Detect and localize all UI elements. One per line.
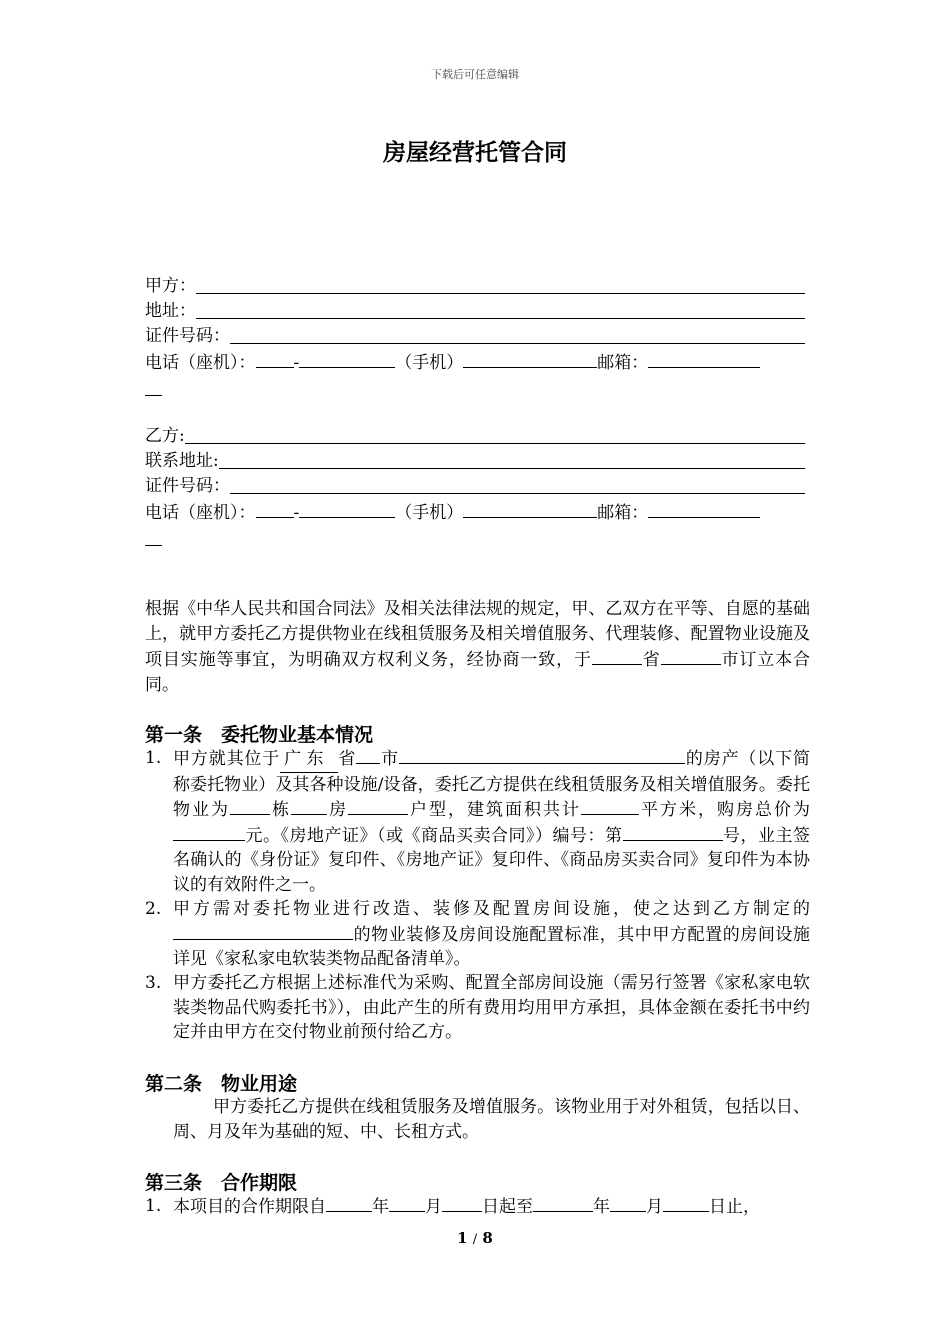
page-header: 下载后可任意编辑 — [431, 68, 519, 81]
item3-text: 甲方委托乙方根据上述标准代为采购、配置全部房间设施（需另行签署《家私家电软装类物品代购委托书》），由此产生的所有费用均用甲方承担，具体金额在委托书中约定并由甲方在交付物业前预付给乙方。 — [173, 973, 810, 1042]
city-blank — [661, 647, 721, 665]
intro-paragraph — [145, 597, 810, 698]
item2-text-a: 甲方需对委托物业进行改造、装修及配置房间设施，使之达到乙方制定的 — [173, 899, 810, 919]
party-a-phone-line — [145, 350, 805, 373]
email-blank-tail — [145, 528, 162, 546]
page-number — [0, 1229, 950, 1247]
cert-number-blank — [623, 823, 723, 841]
layout-blank — [348, 797, 408, 815]
party-b-id-field — [145, 474, 805, 496]
article-3-item-1 — [145, 1194, 810, 1220]
page-separator: / — [472, 1232, 478, 1247]
party-b-email-label: 邮箱： — [597, 503, 649, 523]
day-from-label: 日起至 — [482, 1197, 533, 1217]
current-page: 1 — [457, 1229, 468, 1247]
room-blank — [291, 797, 327, 815]
party-a-name-label: 甲方： — [145, 276, 196, 296]
phone-dash: - — [293, 503, 300, 523]
address-blank — [399, 746, 685, 764]
start-year-blank — [326, 1194, 372, 1212]
article-1-item-2 — [145, 897, 810, 972]
province-blank — [592, 647, 642, 665]
item-number: 1. — [145, 748, 162, 768]
phone-blank — [299, 500, 395, 518]
email-blank-tail — [145, 378, 162, 396]
item1-text-i: 元。《房地产证》（或《商品买卖合同》）编号：第 — [245, 825, 623, 846]
party-b-email-wrap — [145, 528, 162, 551]
day-to-label: 日止， — [709, 1197, 760, 1217]
item2-text-b: 的物业装修及房间设施配置标准，其中甲方配置的房间设施详见《家私家电软装类物品配备清单》。 — [173, 924, 810, 969]
item1-text-g: 户型，建筑面积共计 — [408, 800, 581, 820]
party-b-name-blank — [185, 424, 805, 444]
email-blank — [648, 500, 760, 518]
price-blank — [173, 823, 245, 841]
month-label: 月 — [425, 1197, 442, 1217]
city-blank — [356, 746, 380, 764]
intro-text: 根据《中华人民共和国合同法》及相关法律法规的规定，甲、乙双方在平等、自愿的基础上，就甲方委托乙方提供物业在线租赁服务及相关增值服务、代理装修、配置物业设施及项目实施等事宜，为明确双方权利义务，经协商一致，于 — [145, 599, 810, 670]
party-b-address-label: 联系地址: — [145, 451, 219, 471]
mobile-blank — [463, 500, 597, 518]
end-month-blank — [610, 1194, 646, 1212]
mobile-blank — [463, 350, 597, 368]
party-b-phone-line — [145, 500, 805, 523]
party-a-phone-label: 电话（座机）： — [145, 353, 256, 373]
party-a-id-blank — [230, 324, 805, 344]
item1-text-f: 房 — [327, 800, 348, 820]
item-number: 2. — [145, 899, 162, 919]
party-a-name-field — [145, 274, 805, 296]
area-code-blank — [256, 500, 294, 518]
party-a-email-wrap — [145, 378, 162, 401]
party-b-address-field — [145, 449, 805, 471]
party-b-address-blank — [219, 449, 805, 469]
party-a-address-label: 地址： — [145, 301, 196, 321]
phone-dash: - — [293, 353, 300, 373]
year-label: 年 — [593, 1197, 610, 1217]
term-text: 本项目的合作期限自 — [173, 1197, 326, 1217]
item1-text-c: 市 — [380, 749, 399, 769]
intro-city-end: 市订立本合同。 — [145, 650, 810, 695]
building-blank — [230, 797, 270, 815]
article-3-heading: 第三条 合作期限 — [145, 1172, 298, 1194]
party-b-id-blank — [230, 474, 805, 494]
party-b-phone-label: 电话（座机）： — [145, 503, 256, 523]
start-day-blank — [442, 1194, 482, 1212]
email-blank — [648, 350, 760, 368]
party-a-id-label: 证件号码： — [145, 326, 230, 346]
article-1-item-3 — [145, 971, 810, 1045]
total-pages: 8 — [482, 1229, 493, 1247]
year-label: 年 — [372, 1197, 389, 1217]
area-code-blank — [256, 350, 294, 368]
party-a-address-field — [145, 299, 805, 321]
party-a-mobile-label: （手机） — [395, 353, 464, 373]
province-value: 广 东 — [280, 747, 337, 773]
article-1-heading: 第一条 委托物业基本情况 — [145, 724, 374, 746]
article-2-heading: 第二条 物业用途 — [145, 1073, 298, 1095]
item1-text-b: 省 — [337, 749, 357, 769]
start-month-blank — [389, 1194, 425, 1212]
item-number: 1. — [145, 1196, 162, 1216]
end-day-blank — [663, 1194, 709, 1212]
party-a-name-blank — [196, 274, 805, 294]
item1-text-d: 的房产（以下简称委托物业）及其各种设施/设备，委托乙方提供在线租赁服务及相关增值服务。委托物业为 — [173, 749, 811, 820]
standard-blank — [173, 922, 353, 940]
party-a-address-blank — [196, 299, 805, 319]
article-1-item-1 — [145, 746, 810, 897]
page-title: 房屋经营托管合同 — [383, 140, 567, 166]
month-label: 月 — [646, 1197, 663, 1217]
intro-province: 省 — [641, 650, 661, 670]
item1-text-e: 栋 — [270, 800, 291, 820]
party-b-id-label: 证件号码： — [145, 476, 230, 496]
phone-blank — [299, 350, 395, 368]
party-b-name-field — [145, 424, 805, 446]
area-blank — [581, 797, 639, 815]
party-b-mobile-label: （手机） — [395, 503, 464, 523]
item-number: 3. — [145, 973, 162, 993]
item1-text-j: 号，业主签名确认的《身份证》复印件、《房地产证》复印件、《商品房买卖合同》复印件为本协议的有效附件之一。 — [173, 825, 810, 895]
party-a-id-field — [145, 324, 805, 346]
article-2-text: 甲方委托乙方提供在线租赁服务及增值服务。该物业用于对外租赁，包括以日、周、月及年为基础的短、中、长租方式。 — [173, 1097, 810, 1142]
party-a-email-label: 邮箱： — [597, 353, 649, 373]
item1-text-h: 平方米，购房总价为 — [639, 800, 810, 820]
item1-text-a: 甲方就其位于 — [173, 749, 281, 769]
party-b-name-label: 乙方: — [145, 426, 185, 446]
end-year-blank — [533, 1194, 593, 1212]
